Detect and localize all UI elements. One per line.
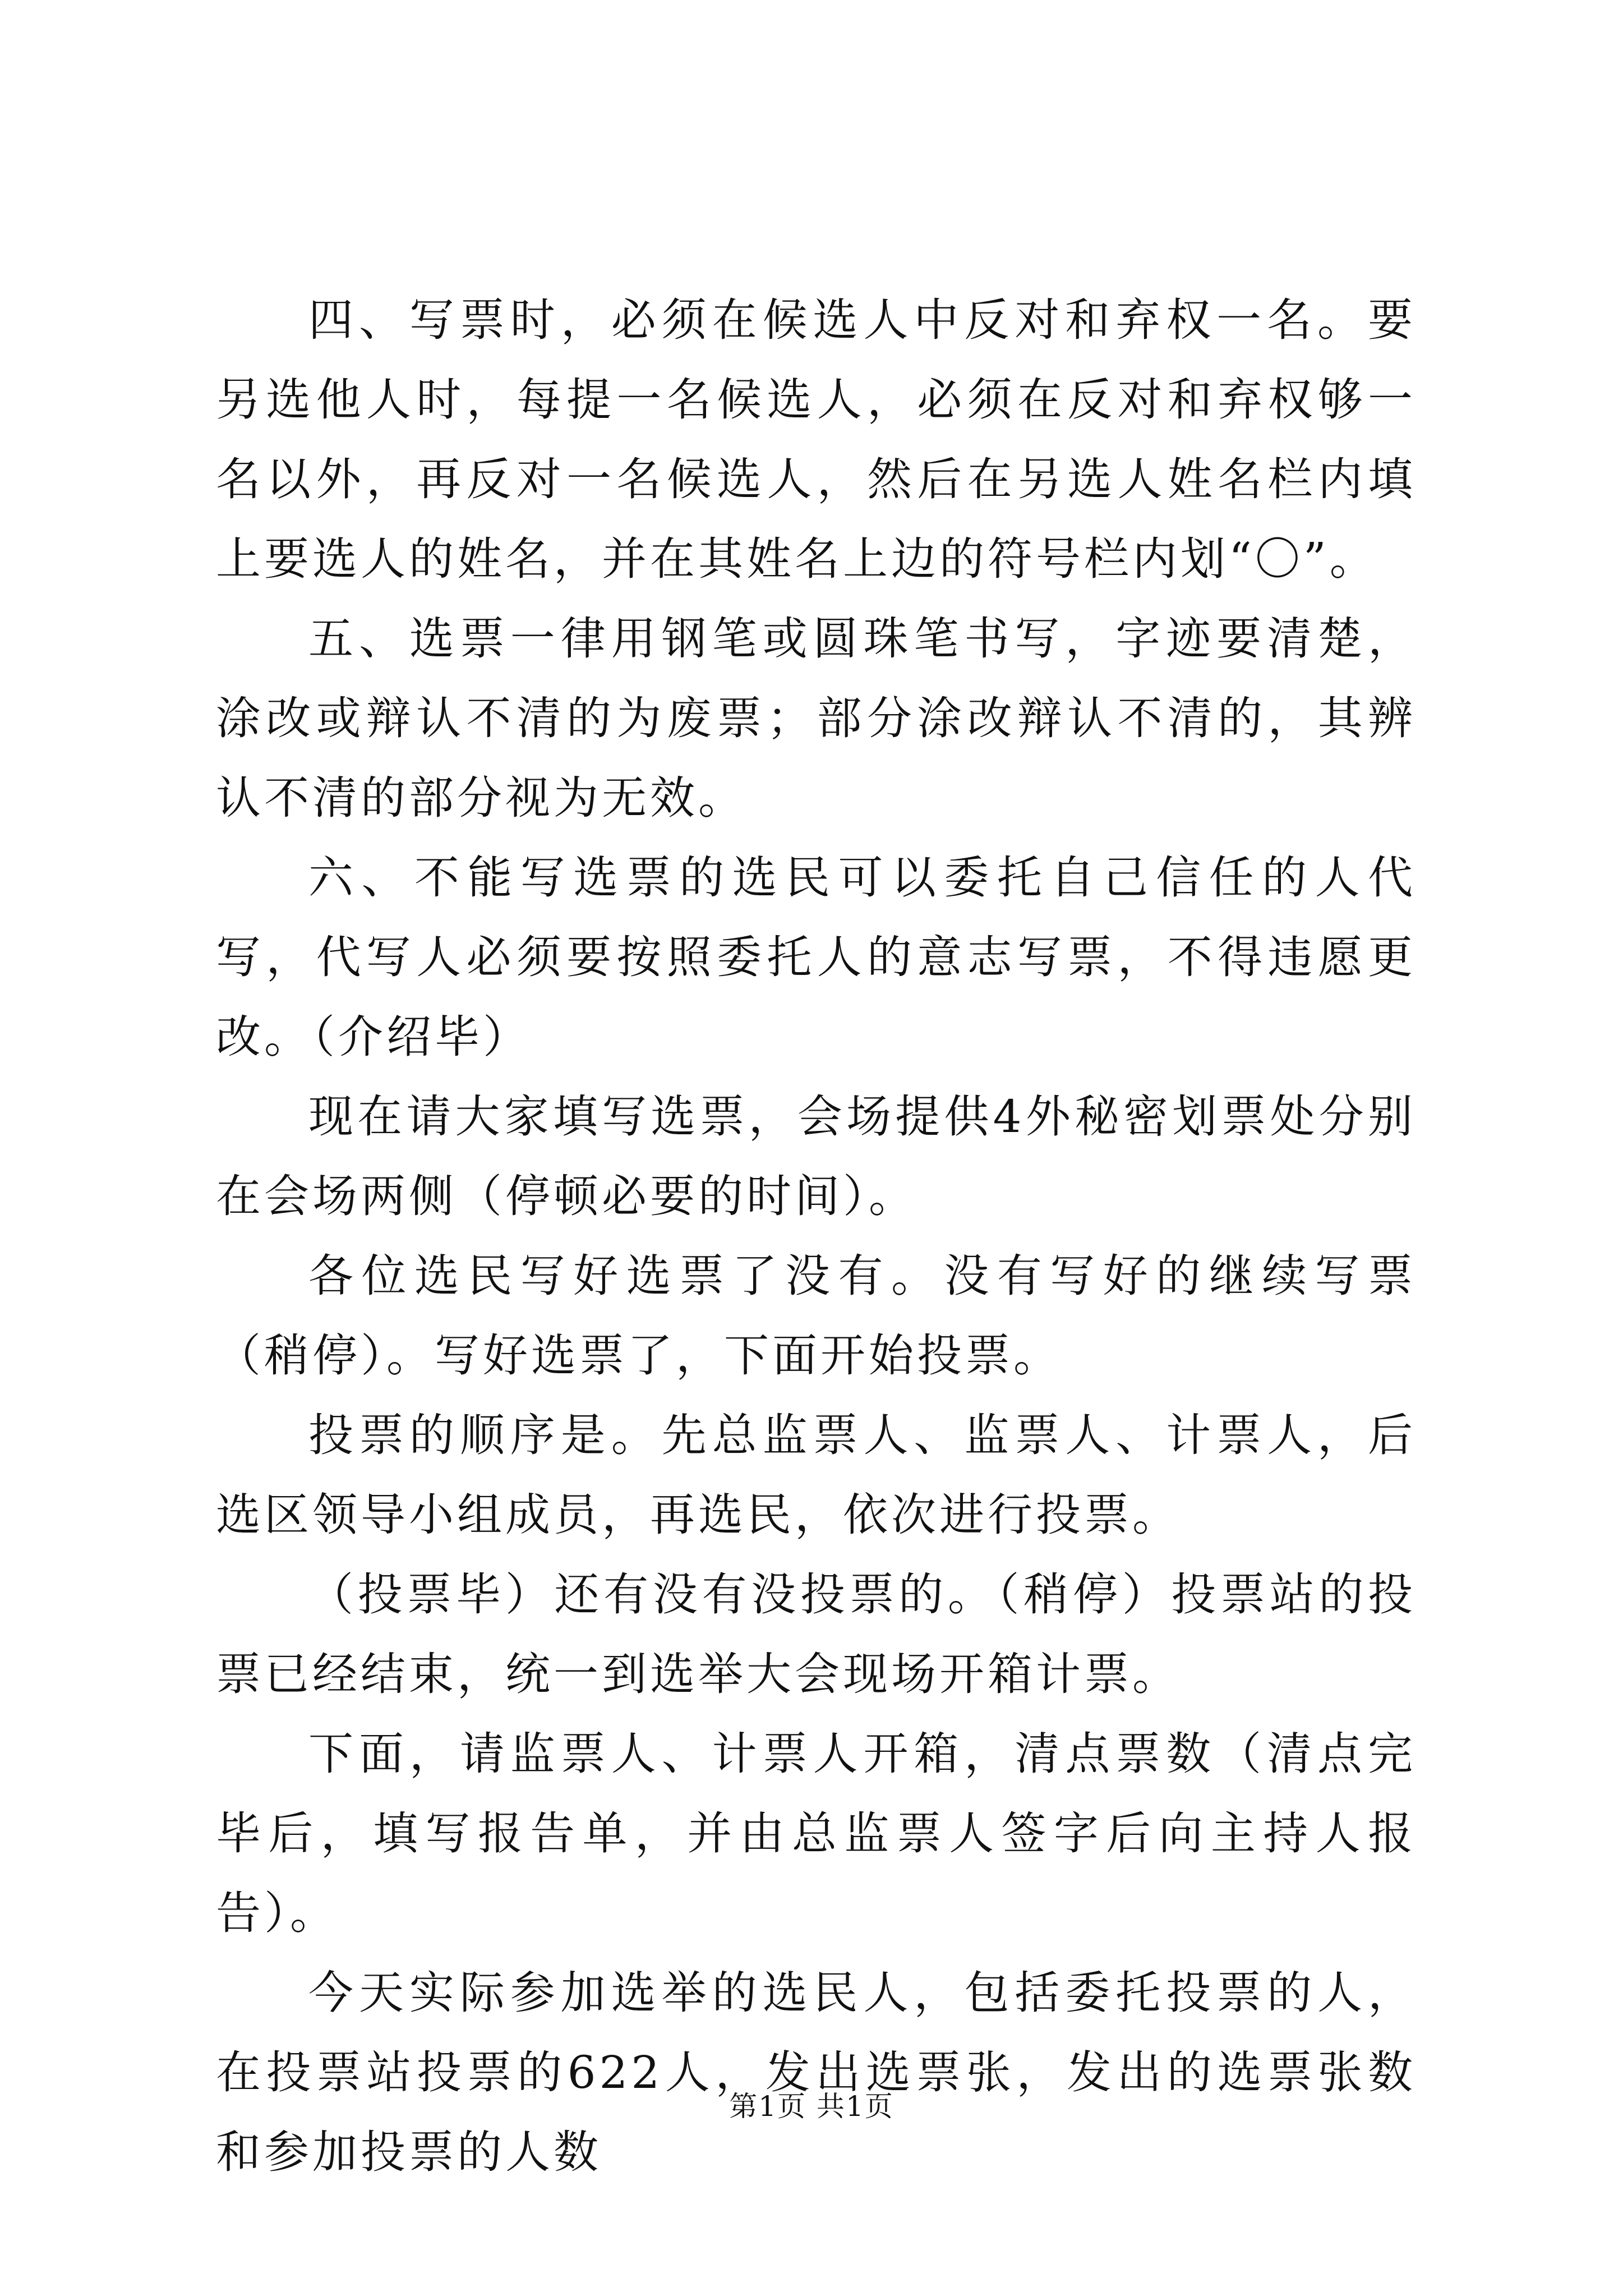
page-footer [0,2087,1623,2126]
paragraph-fill-ballots: 现在请大家填写选票，会场提供4外秘密划票处分别在会场两侧（停顿必要的时间）。 [216,1091,1416,1222]
document-body [216,280,1416,2192]
paragraph-item-4: 四、写票时，必须在候选人中反对和弃权一名。要另选他人时，每提一名候选人，必须在反对和弃权够一名以外，再反对一名候选人，然后在另选人姓名栏内填上要选人的姓名，并在其姓名上边的符号栏内划“〇”。 [216,294,1416,585]
paragraph-start-voting: 各位选民写好选票了没有。没有写好的继续写票（稍停）。写好选票了，下面开始投票。 [216,1250,1416,1382]
page-number-label: 第1页 共1页 [729,2090,894,2123]
paragraph-turnout-report: 今天实际参加选举的选民人，包括委托投票的人，在投票站投票的622人，发出选票张，发出的选票张数和参加投票的人数 [216,1967,1416,2178]
paragraph-voting-order: 投票的顺序是。先总监票人、监票人、计票人，后选区领导小组成员，再选民，依次进行投票。 [216,1409,1416,1541]
paragraph-voting-finished: （投票毕）还有没有没投票的。（稍停）投票站的投票已经结束，统一到选举大会现场开箱计票。 [216,1568,1416,1700]
paragraph-item-6: 六、不能写选票的选民可以委托自己信任的人代写，代写人必须要按照委托人的意志写票，不得违愿更改。（介绍毕） [216,852,1416,1063]
paragraph-count-ballots: 下面，请监票人、计票人开箱，清点票数（清点完毕后，填写报告单，并由总监票人签字后向主持人报告）。 [216,1728,1416,1939]
paragraph-item-5: 五、选票一律用钢笔或圆珠笔书写，字迹要清楚，涂改或辩认不清的为废票；部分涂改辩认不清的，其辨认不清的部分视为无效。 [216,613,1416,824]
